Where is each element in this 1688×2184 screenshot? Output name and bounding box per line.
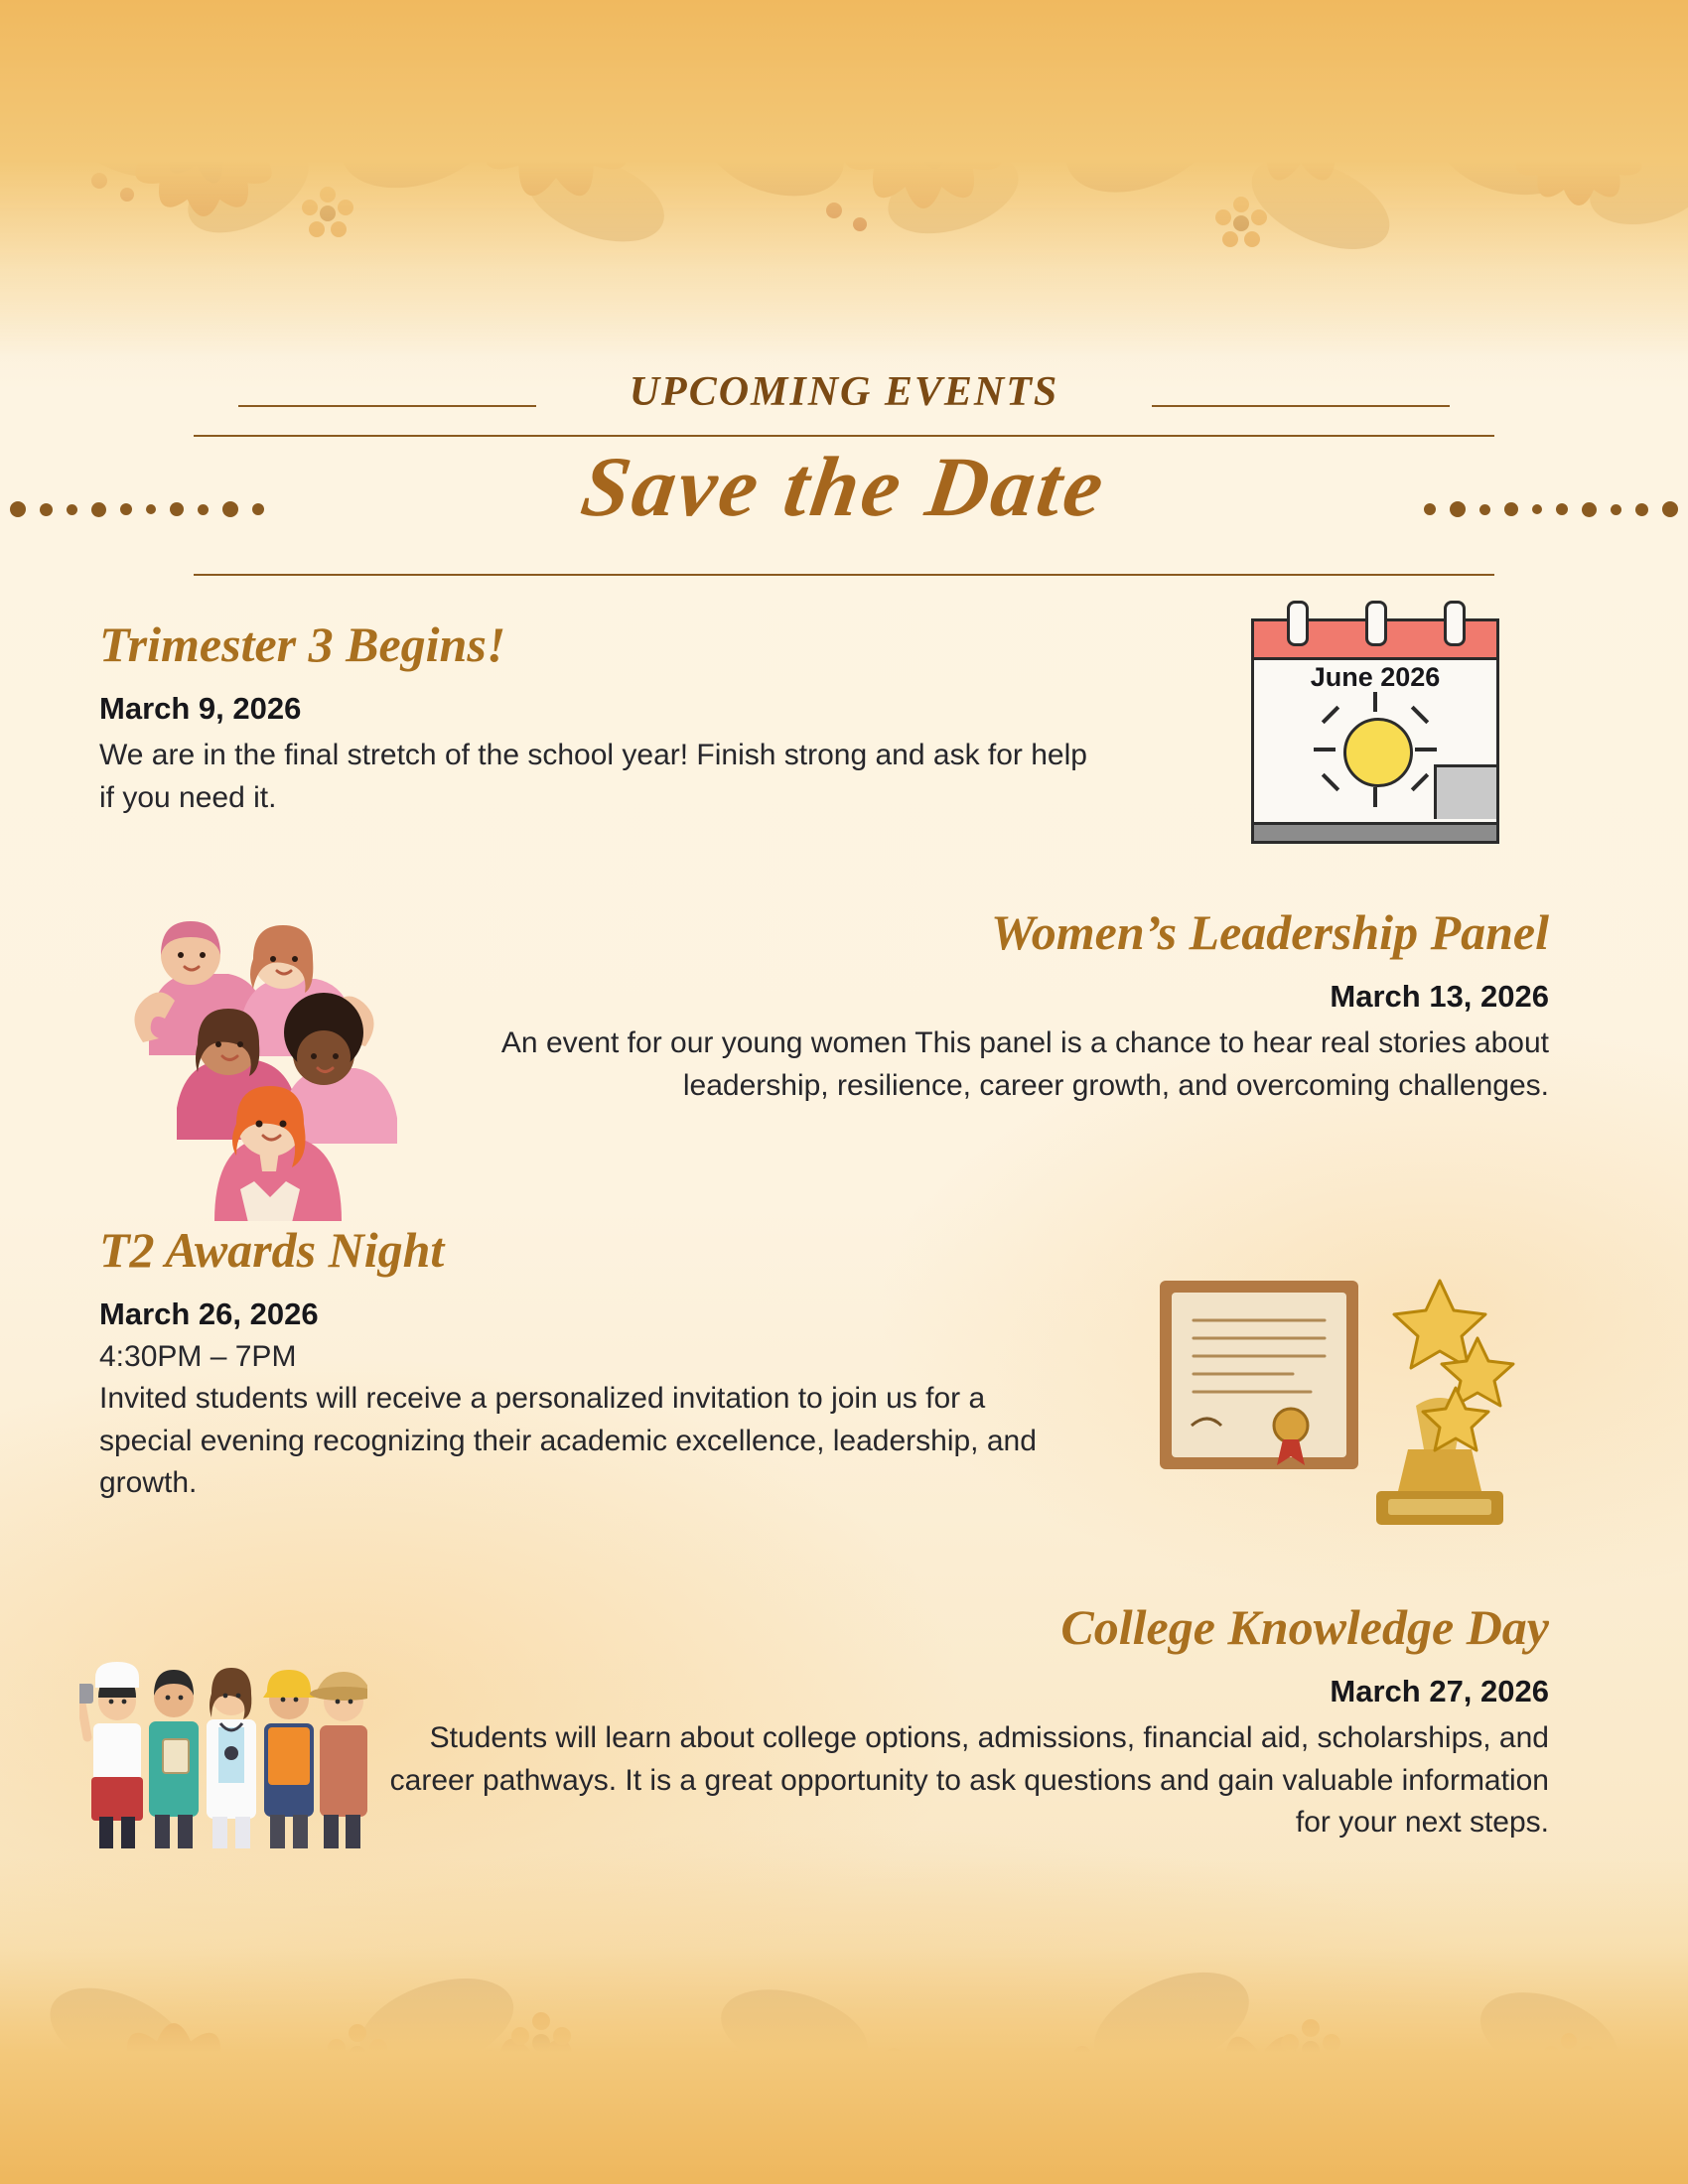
event-date: March 13, 2026 [1330,979,1549,1014]
floral-top-art [0,0,1688,357]
dot-ornament-right [1424,501,1678,517]
eyebrow-rule-left [238,405,536,407]
event-title: T2 Awards Night [99,1222,445,1278]
women-group-illustration [119,893,397,1221]
flyer-header [0,357,1688,534]
header-rule-bottom [194,574,1494,576]
calendar-ring [1365,601,1387,646]
calendar-icon [1251,601,1499,844]
floral-border-bottom [0,1856,1688,2184]
event-date: March 27, 2026 [1330,1674,1549,1708]
trophy-certificate-illustration [1142,1221,1539,1539]
event-date: March 9, 2026 [99,691,302,726]
calendar-page-fold [1434,764,1496,819]
event-womens-leadership-panel [457,903,1549,1107]
event-date: March 26, 2026 [99,1297,319,1331]
event-description: Invited students will receive a personalized invitation to join us for a special evening recognizing their academic excellence, leadership, and growth. [99,1382,1037,1500]
careers-people-illustration [79,1628,357,1856]
event-trimester-3-begins [99,615,1092,819]
eyebrow-rule-right [1152,405,1450,407]
event-t2-awards-night [99,1221,1053,1505]
event-time: 4:30PM – 7PM [99,1340,297,1373]
event-description: Students will learn about college options, admissions, financial aid, scholarships, and career pathways. It is a great opportunity to ask questions and gain valuable information for your next steps. [389,1721,1549,1840]
eyebrow-row [0,357,1688,427]
calendar-ring [1287,601,1309,646]
floral-bottom-art [0,1856,1688,2184]
calendar-base-bar [1251,822,1499,844]
event-college-knowledge-day [377,1598,1549,1844]
eyebrow-text: UPCOMING EVENTS [629,369,1059,415]
event-title: Women’s Leadership Panel [990,904,1549,960]
calendar-month-label: June 2026 [1310,662,1441,692]
event-description: An event for our young women This panel is a chance to hear real stories about leadership, resilience, career growth, and overcoming challenges. [500,1026,1549,1102]
floral-top-wash [0,0,1688,357]
calendar-ring [1444,601,1466,646]
floral-border-top [0,0,1688,357]
page-title: Save the Date [576,439,1112,534]
sun-icon [1343,718,1413,787]
event-title: Trimester 3 Begins! [99,616,506,672]
dot-ornament-left [10,501,264,517]
event-title: College Knowledge Day [1060,1599,1549,1655]
floral-bottom-wash [0,1856,1688,2184]
event-description: We are in the final stretch of the school year! Finish strong and ask for help if you need it. [99,739,1087,814]
